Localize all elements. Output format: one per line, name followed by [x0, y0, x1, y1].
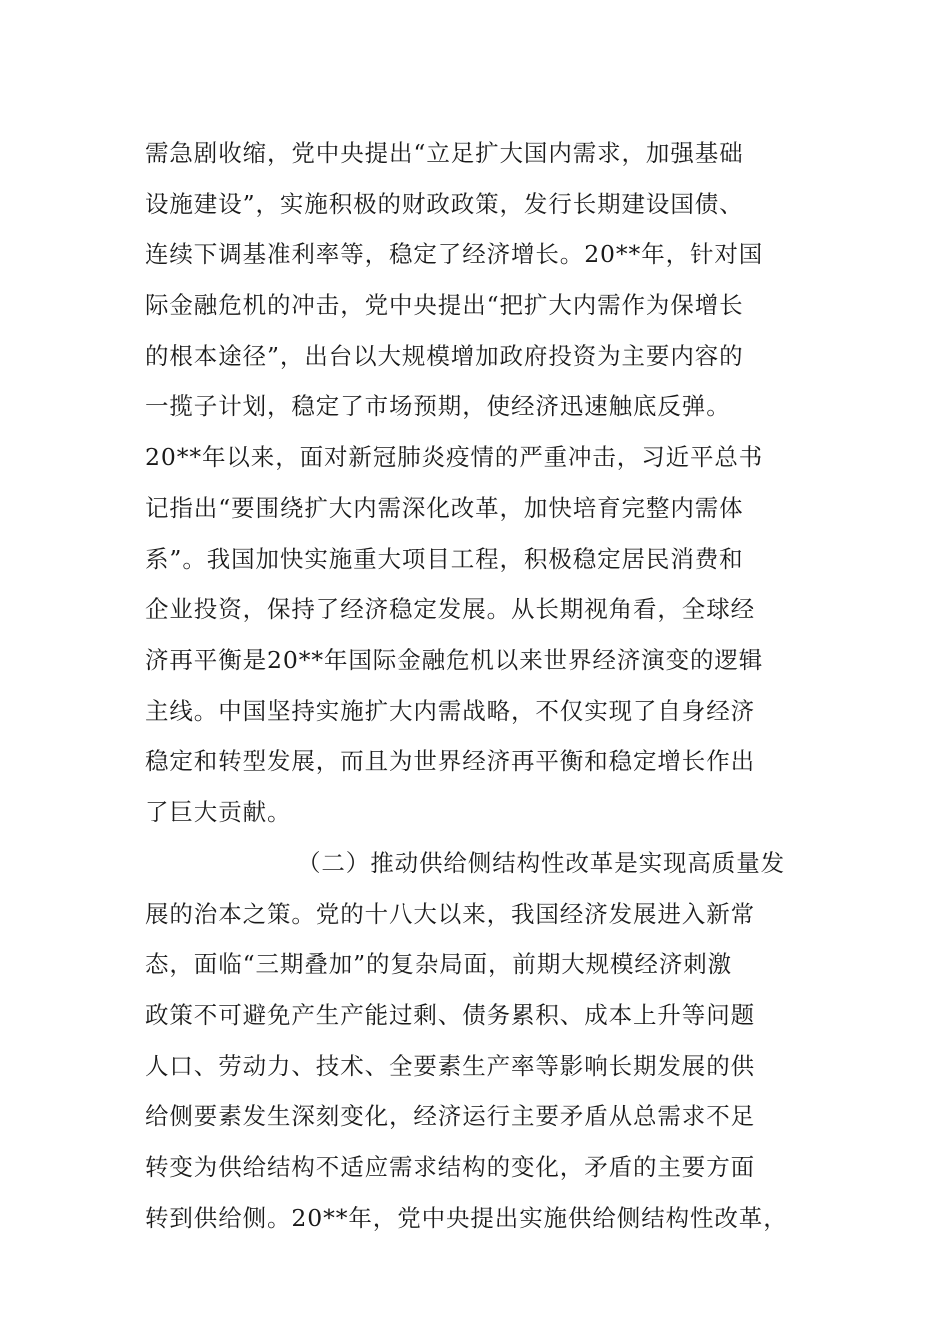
text-line: 了巨大贡献。 — [145, 797, 292, 826]
text-line: 稳定和转型发展，而且为世界经济再平衡和稳定增长作出 — [145, 747, 755, 776]
paragraph-expand-domestic-demand — [145, 128, 820, 838]
text-line: 济再平衡是20**年国际金融危机以来世界经济演变的逻辑 — [145, 645, 764, 674]
text-line: 际金融危机的冲击，党中央提出“把扩大内需作为保增长 — [145, 291, 744, 320]
text-line: 主线。中国坚持实施扩大内需战略，不仅实现了自身经济 — [145, 696, 755, 725]
section-heading-line: （二）推动供给侧结构性改革是实现高质量发 — [297, 849, 785, 877]
text-line: 人口、劳动力、技术、全要素生产率等影响长期发展的供 — [145, 1051, 755, 1080]
text-line: 企业投资，保持了经济稳定发展。从长期视角看，全球经 — [145, 595, 755, 624]
text-line: 转变为供给结构不适应需求结构的变化，矛盾的主要方面 — [145, 1153, 755, 1182]
text-line: 政策不可避免产生产能过剩、债务累积、成本上升等问题 — [145, 1001, 755, 1030]
text-line: 需急剧收缩，党中央提出“立足扩大国内需求，加强基础 — [145, 139, 744, 167]
text-line: 转到供给侧。20**年，党中央提出实施供给侧结构性改革， — [145, 1203, 788, 1232]
text-line: 展的治本之策。党的十八大以来，我国经济发展进入新常 — [145, 899, 755, 928]
text-line: 20**年以来，面对新冠肺炎疫情的严重冲击，习近平总书 — [145, 443, 764, 472]
text-line: 记指出“要围绕扩大内需深化改革，加快培育完整内需体 — [145, 493, 744, 522]
text-line: 一揽子计划，稳定了市场预期，使经济迅速触底反弹。 — [145, 392, 731, 421]
text-line: 态，面临“三期叠加”的复杂局面，前期大规模经济刺激 — [145, 950, 733, 979]
text-line: 设施建设”，实施积极的财政政策，发行长期建设国债、 — [145, 189, 744, 218]
paragraph-supply-side-reform — [145, 838, 820, 1244]
text-line: 给侧要素发生深刻变化，经济运行主要矛盾从总需求不足 — [145, 1102, 755, 1131]
text-line: 连续下调基准利率等，稳定了经济增长。20**年，针对国 — [145, 240, 764, 269]
text-line: 的根本途径”，出台以大规模增加政府投资为主要内容的 — [145, 341, 744, 370]
text-line: 系”。我国加快实施重大项目工程，积极稳定居民消费和 — [145, 544, 744, 573]
